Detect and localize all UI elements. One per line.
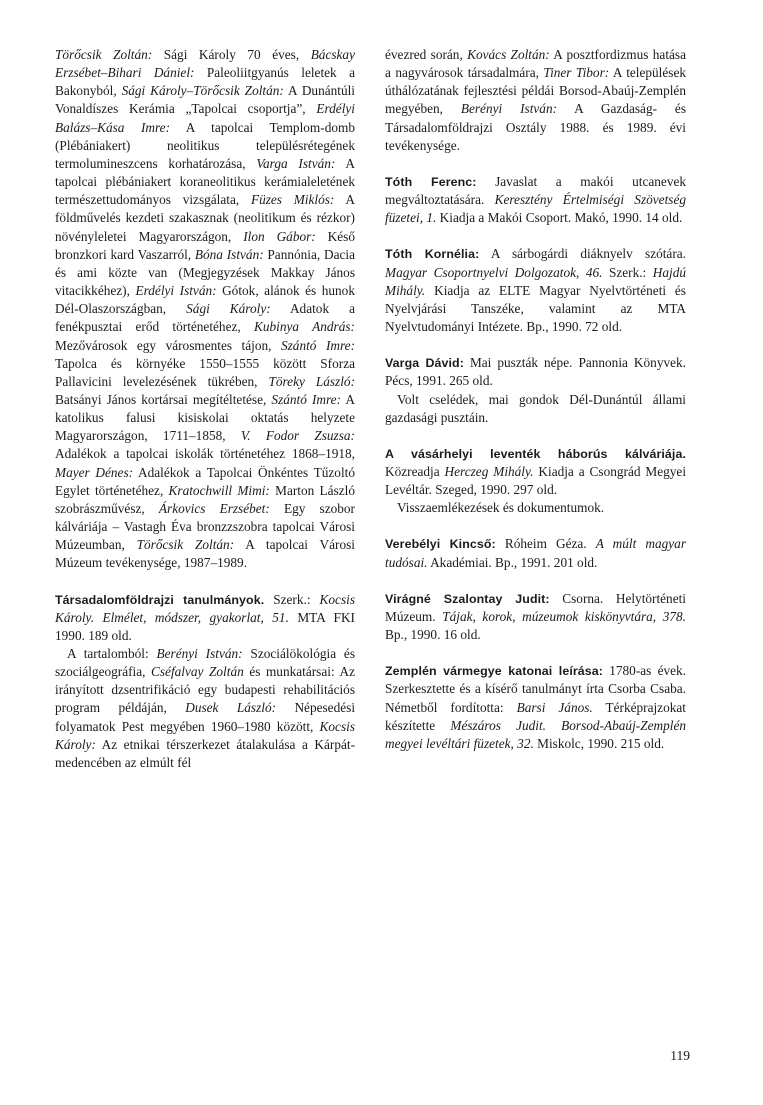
text-run: Népesedési folyamatok Pest megyében 1960–1980 között, xyxy=(55,700,356,734)
entry-heading: Varga Dávid: xyxy=(385,356,464,371)
italic-text: Szántó Imre: xyxy=(280,337,355,353)
paragraph xyxy=(55,46,355,573)
text-run: Csorna. Helytörténeti Múzeum. xyxy=(385,590,686,624)
entry-vasarhelyi-leventek xyxy=(385,445,686,518)
italic-text: Herczeg Mihály. xyxy=(444,463,534,479)
page-number: 119 xyxy=(670,1048,690,1063)
italic-text: Sági Károly: xyxy=(186,301,271,317)
text-run: Javaslat a makói utcanevek megváltoztatására. xyxy=(385,173,687,208)
italic-text: Ilon Gábor: xyxy=(243,228,316,244)
paragraph xyxy=(55,591,355,645)
paragraph xyxy=(385,46,686,155)
paragraph xyxy=(385,245,686,336)
italic-text: Keresztény Értelmiségi Szövetség füzetei, 1. xyxy=(385,192,686,226)
italic-text: Mayer Dénes: xyxy=(55,464,134,480)
italic-text: Szántó Imre: xyxy=(271,391,342,407)
text-run: Adalékok a Tapolcai Önkéntes Tűzoltó Egylet történetéhez, xyxy=(55,464,355,498)
text-run: A sárbogárdi diáknyelv szótára. xyxy=(479,246,686,262)
text-run: A katolikus falusi kisiskolai oktatás helyzete Magyarországon, 1711–1858, xyxy=(55,391,355,444)
text-run: Adalékok a tapolcai iskolák történetéhez 1868–1918, xyxy=(55,446,355,462)
text-run: Sági Károly 70 éves, xyxy=(152,47,311,62)
paragraph-note xyxy=(385,391,686,427)
text-run: Marton László szobrászművész, xyxy=(55,482,355,516)
text-run: Mai puszták népe. Pannonia Könyvek. Pécs, 1991. 265 old. xyxy=(385,355,687,389)
text-run: Paleoliitgyanús leletek a Bakonyból, xyxy=(55,65,355,99)
text-run: MTA FKI 1990. 189 old. xyxy=(55,609,355,643)
italic-text: Dusek László: xyxy=(185,700,277,716)
text-run: Batsányi János kortársai megítéltetése, xyxy=(55,391,272,407)
text-run: Gótok, alánok és hunok Dél-Olaszországban, xyxy=(55,283,355,317)
italic-text: Magyar Csoportnyelvi Dolgozatok, 46. xyxy=(385,264,603,280)
italic-text: V. Fodor Zsuzsa: xyxy=(240,428,355,444)
text-run: Szerk.: xyxy=(264,591,320,607)
text-run: Szerk.: xyxy=(602,264,653,280)
paragraph xyxy=(385,354,686,390)
italic-text: Erdélyi István: xyxy=(135,283,217,299)
text-run: Miskolc, 1990. 215 old. xyxy=(533,735,665,751)
italic-text: Berényi István: xyxy=(460,101,558,117)
text-run: Kiadja az ELTE Magyar Nyelvtörténeti és Nyelvjárási Tanszéke, valamint az MTA Nyelvtudományi Intézete. Bp., 1990. 72 old. xyxy=(385,282,686,335)
italic-text: A múlt magyar tudósai. xyxy=(385,536,686,570)
text-run: Kiadja a Csongrád Megyei Levéltár. Szeged, 1990. 297 old. xyxy=(385,463,687,498)
italic-text: Cséfalvay Zoltán xyxy=(151,664,244,680)
text-run: Tapolca és környéke 1550–1555 között Sforza Pallavicini levelezésének tükrében, xyxy=(55,355,355,389)
text-run: A tapolcai plébániakert koraneolitikus kerámialeletének természettudományos vizsgálata, xyxy=(55,155,355,208)
text-run: Pannónia, Dacia és ami közte van (Megjegyzések Makkay János vitacikkéhez), xyxy=(55,246,355,299)
italic-text: Hajdú Mihály. xyxy=(385,264,686,298)
entry-tarsadalomfoldrajzi-tanulmanyok xyxy=(55,591,355,773)
italic-text: Kovács Zoltán: xyxy=(467,47,550,62)
italic-text: Berényi István: xyxy=(156,646,243,661)
paragraph xyxy=(385,173,686,227)
text-run: A posztfordizmus hatása a nagyvárosok társadalmára, xyxy=(385,47,686,81)
italic-text: Törőcsik Zoltán: xyxy=(55,47,153,62)
italic-text: Törőcsik Zoltán: xyxy=(136,537,235,553)
italic-text: Füzes Miklós: xyxy=(250,192,335,208)
text-run: Akadémiai. Bp., 1991. 201 old. xyxy=(427,554,598,570)
paragraph xyxy=(385,535,686,571)
italic-text: Mészáros Judit. Borsod-Abaúj-Zemplén megyei levéltári füzetek, 32. xyxy=(385,717,686,751)
text-run: A tapolcai Templom-domb (Plébániakert) neolitikus településrétegének termolumineszcens korhatározása, xyxy=(55,119,355,171)
italic-text: Varga István: xyxy=(256,155,336,171)
text-run: A települések úthálózatának fejlesztési példái Borsod-Abaúj-Zemplén megyében, xyxy=(385,65,686,117)
entry-toth-kornelia xyxy=(385,245,686,336)
italic-text: Kocsis Károly. Elmélet, módszer, gyakorlat, 51. xyxy=(55,591,355,625)
text-run: Késő bronzkori kard Vaszarról, xyxy=(55,228,355,262)
text-run: Kiadja a Makói Csoport. Makó, 1990. 14 old. xyxy=(436,210,683,226)
text-run: 1780-as évek. Szerkesztette és a kísérő tanulmányt írta Csorba Csaba. Németből fordította: xyxy=(385,663,686,715)
entry-heading: A vásárhelyi leventék háborús kálváriája. xyxy=(385,446,686,461)
paragraph xyxy=(385,590,686,644)
paragraph-contents xyxy=(55,645,355,772)
italic-text: Sági Károly–Törőcsik Zoltán: xyxy=(121,83,284,99)
text-run: Volt cselédek, mai gondok Dél-Dunántúl állami gazdasági pusztáin. xyxy=(385,391,686,425)
entry-zemplen-varmegye xyxy=(385,662,686,753)
entry-heading: Zemplén vármegye katonai leírása: xyxy=(385,664,603,679)
text-run: Egy szobor kálváriája – Vastagh Éva bronzzszobra tapolcai Városi Múzeumban, xyxy=(55,500,355,553)
italic-text: Kratochwill Mimi: xyxy=(168,482,270,498)
italic-text: Tájak, korok, múzeumok kiskönyvtára, 378. xyxy=(442,608,686,624)
left-column xyxy=(55,46,355,772)
paragraph-note xyxy=(385,499,686,517)
text-run: Róheim Géza. xyxy=(495,536,596,552)
text-run: Közreadja xyxy=(385,463,445,479)
entry-continuation xyxy=(385,46,686,155)
text-run: A tapolcai Városi Múzeum tevékenysége, 1987–1989. xyxy=(55,537,355,571)
italic-text: Kocsis Károly: xyxy=(55,718,355,752)
text-run: Adatok a fenékpusztai erőd történetéhez, xyxy=(55,301,355,335)
paragraph xyxy=(385,445,686,499)
italic-text: Kubinya András: xyxy=(254,319,355,335)
italic-text: Erdélyi Balázs–Kása Imre: xyxy=(55,101,355,135)
text-run: Térképrajzokat készítette xyxy=(385,699,686,733)
italic-text: Töreky László: xyxy=(268,373,355,389)
entry-heading: Tóth Kornélia: xyxy=(385,247,480,262)
italic-text: Árkovics Erzsébet: xyxy=(158,500,270,516)
text-run: és munkatársai: Az irányított dzsentrifikáció egy budapesti rehabilitációs program példáján, xyxy=(55,664,355,716)
text-run: Az etnikai térszerkezet átalakulása a Kárpát-medencében az elmúlt fél xyxy=(55,736,355,770)
text-run: A Dunántúli Vonaldíszes Kerámia „Tapolcai csoportja”, xyxy=(55,83,355,117)
entry-heading: Verebélyi Kincső: xyxy=(385,537,496,552)
entry-heading: Társadalomföldrajzi tanulmányok. xyxy=(55,592,265,607)
italic-text: Bóna István: xyxy=(194,246,264,262)
text-run: A Gazdaság- és Társadalomföldrajzi Osztály 1988. és 1989. évi tevékenysége. xyxy=(385,101,686,153)
entry-viragne-szalontay-judit xyxy=(385,590,686,644)
text-run: A földművelés kezdeti szakasznak (neolitikum és rézkor) növényleletei Magyarországon, xyxy=(55,192,355,244)
italic-text: Tiner Tibor: xyxy=(543,65,610,81)
text-run: évezred során, xyxy=(385,47,468,62)
entry-heading: Tóth Ferenc: xyxy=(385,174,477,189)
text-run: Szociálökológia és szociálgeográfia, xyxy=(55,646,355,680)
entry-varga-david xyxy=(385,354,686,427)
entry-toth-ferenc xyxy=(385,173,686,227)
text-run: Visszaemlékezések és dokumentumok. xyxy=(397,500,605,516)
text-run: Bp., 1990. 16 old. xyxy=(385,627,481,643)
entry-heading: Virágné Szalontay Judit: xyxy=(385,591,550,606)
italic-text: Barsi János. xyxy=(516,699,593,715)
entry-verebelyi-kincso xyxy=(385,535,686,571)
text-run: Mezővárosok egy városmentes tájon, xyxy=(55,337,281,353)
entry-tapolcai-kozlemenyek-contents xyxy=(55,46,355,573)
italic-text: Bácskay Erzsébet–Bihari Dániel: xyxy=(55,47,355,81)
text-run: A tartalomból: xyxy=(67,646,157,661)
right-column xyxy=(385,46,686,753)
paragraph xyxy=(385,662,686,753)
